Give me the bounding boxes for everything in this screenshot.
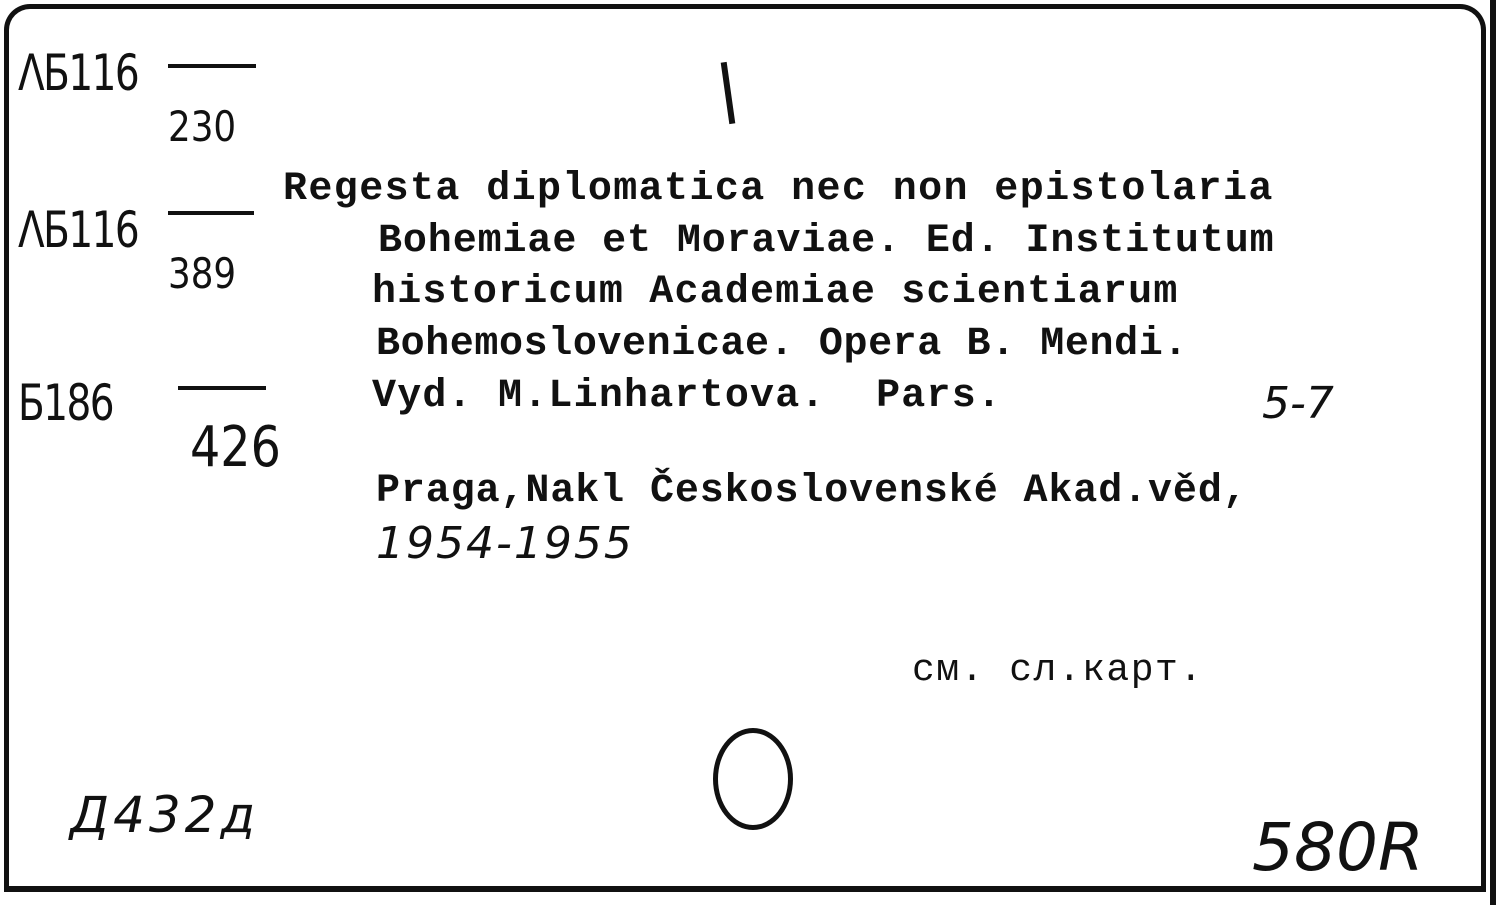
fraction-bar [168, 211, 254, 215]
cross-reference: см. сл.карт. [912, 649, 1204, 692]
circle-mark [713, 728, 793, 830]
shelfmark-code: Б186 [18, 374, 113, 432]
bottom-left-code: Д432д [70, 786, 260, 844]
years-handwritten: 1954-1955 [376, 518, 634, 569]
entry-line-3: historicum Academiae scientiarum [372, 270, 1179, 315]
parts-handwritten: 5-7 [1262, 378, 1334, 429]
imprint-line: Praga,Nakl Československé Akad.věd, [376, 469, 1248, 514]
bottom-right-code: 580R [1252, 809, 1424, 886]
entry-line-5: Vyd. M.Linhartova. Pars. [372, 374, 1003, 419]
shelfmark-number: 426 [190, 415, 281, 480]
entry-line-4: Bohemoslovenicae. Opera B. Mendi. [376, 322, 1188, 367]
entry-line-1: Regesta diplomatica nec non epistolaria [283, 167, 1274, 212]
shelfmark-code: ΛБ116 [18, 201, 139, 259]
shelfmark-code: ΛБ116 [18, 44, 139, 102]
fraction-bar [168, 64, 256, 68]
shelfmark-number: 389 [168, 249, 237, 298]
card-edge [1490, 0, 1496, 905]
entry-line-2: Bohemiae et Moraviae. Ed. Institutum [378, 219, 1275, 264]
fraction-bar [178, 386, 266, 390]
shelfmark-number: 230 [168, 102, 237, 151]
